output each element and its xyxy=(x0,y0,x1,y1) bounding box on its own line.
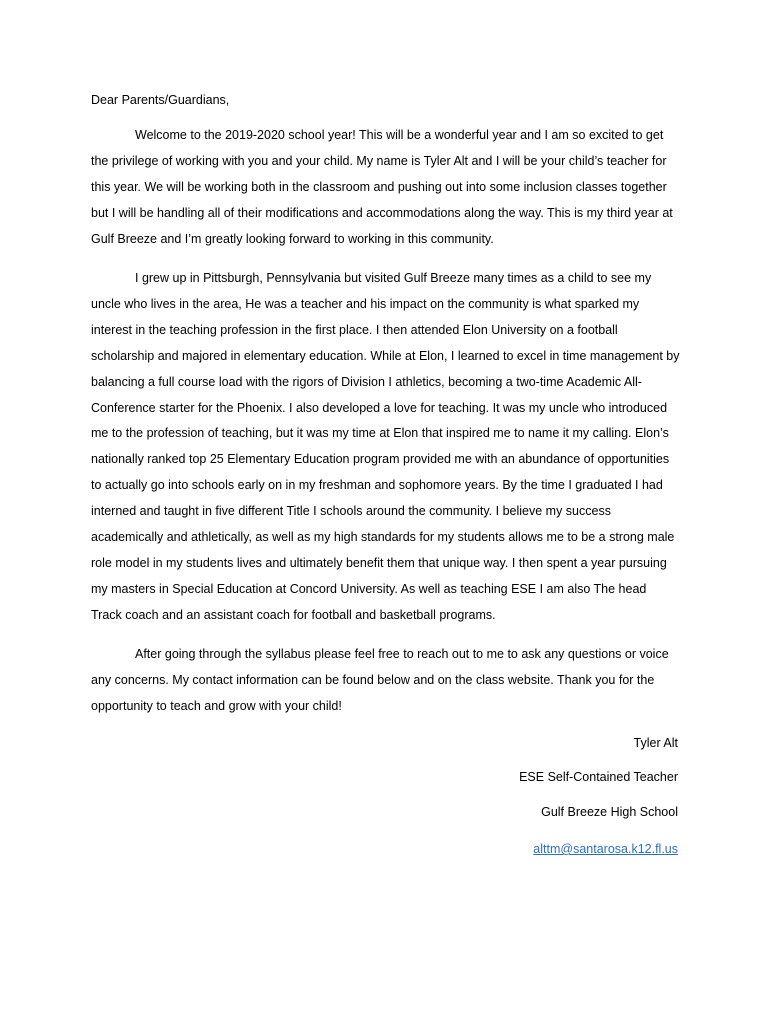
email-link[interactable]: alttm@santarosa.k12.fl.us xyxy=(533,842,678,856)
paragraph-background: I grew up in Pittsburgh, Pennsylvania but visited Gulf Breeze many times as a child to see my uncle who lives in the area, He was a teacher and his impact on the community is what sparked my interest in the teaching profession in the first place. I then attended Elon University on a football scholarship and majored in elementary education. While at Elon, I learned to excel in time management by balancing a full course load with the rigors of Division I athletics, becoming a two-time Academic All-Conference starter for the Phoenix. I also developed a love for teaching. It was my uncle who introduced me to the profession of teaching, but it was my time at Elon that inspired me to name it my calling. Elon’s nationally ranked top 25 Elementary Education program provided me with an abundance of opportunities to actually go into schools early on in my freshman and sophomore years. By the time I graduated I had interned and taught in five different Title I schools around the community. I believe my success academically and athletically, as well as my high standards for my students allows me to be a strong male role model in my students lives and ultimately benefit them that unique way. I then spent a year pursuing my masters in Special Education at Concord University. As well as teaching ESE I am also The head Track coach and an assistant coach for football and basketball programs. xyxy=(91,271,680,622)
signature-title: ESE Self-Contained Teacher xyxy=(519,770,678,784)
signature-school: Gulf Breeze High School xyxy=(541,805,678,819)
paragraph-welcome: Welcome to the 2019-2020 school year! This will be a wonderful year and I am so excited to get the privilege of working with you and your child. My name is Tyler Alt and I will be your child’s teacher for this year. We will be working both in the classroom and pushing out into some inclusion classes together but I will be handling all of their modifications and accommodations along the way. This is my third year at Gulf Breeze and I’m greatly looking forward to working in this community. xyxy=(91,128,673,246)
paragraph-closing: After going through the syllabus please feel free to reach out to me to ask any questions or voice any concerns. My contact information can be found below and on the class website. Thank you for the opportunity to teach and grow with your child! xyxy=(91,647,669,713)
signature-email-line xyxy=(533,840,678,858)
signature-name: Tyler Alt xyxy=(633,736,678,750)
salutation: Dear Parents/Guardians, xyxy=(91,93,230,107)
